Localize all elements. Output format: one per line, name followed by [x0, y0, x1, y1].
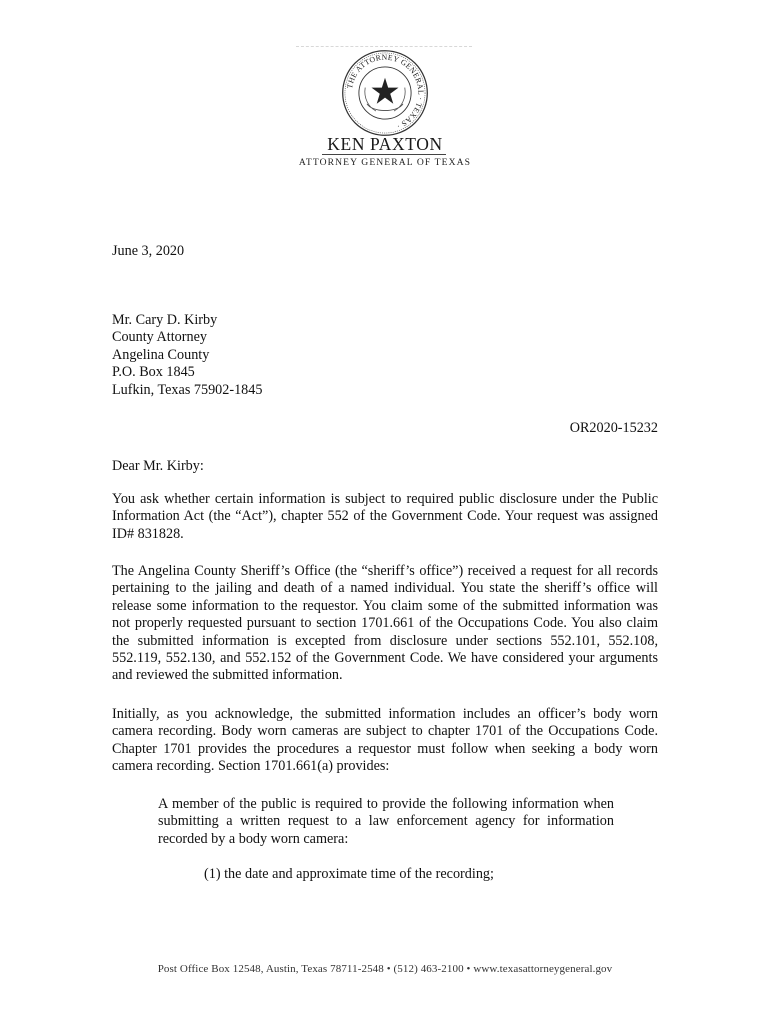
ruling-number: OR2020-15232	[569, 420, 658, 436]
letterhead-footer: Post Office Box 12548, Austin, Texas 78711-2548 • (512) 463-2100 • www.texasattorneygeneral.gov	[157, 963, 613, 975]
paragraph-body-camera: Initially, as you acknowledge, the submitted information includes an officer’s body worn camera recording. Body worn cameras are subject to chapter 1701 of the Occupations Code. Chapter 1701 provides the procedures a requestor must follow when seeking a body worn camera recording. Section 1701.661(a) provides:	[112, 706, 658, 775]
attorney-general-name: KEN PAXTON	[327, 134, 443, 154]
recipient-po-box: P.O. Box 1845	[112, 364, 195, 381]
paragraph-intro: You ask whether certain information is subject to required public disclosure under the Public Information Act (the “Act”), chapter 552 of the Government Code. Your request was assigned ID# 831828.	[112, 491, 658, 542]
paragraph-background: The Angelina County Sheriff’s Office (the “sheriff’s office”) received a request for all records pertaining to the jailing and death of a named individual. You state the sheriff’s office will release some information to the requestor. You claim some of the submitted information was not properly requested pursuant to section 1701.661 of the Occupations Code. You also claim the submitted information is excepted from disclosure under sections 552.101, 552.108, 552.119, 552.130, and 552.152 of the Government Code. We have considered your arguments and reviewed the submitted information.	[112, 563, 658, 684]
recipient-address	[112, 312, 658, 399]
statute-quote: A member of the public is required to provide the following information when submitting a written request to a law enforcement agency for information recorded by a body worn camera:	[158, 796, 614, 847]
recipient-name: Mr. Cary D. Kirby	[112, 312, 218, 328]
salutation: Dear Mr. Kirby:	[112, 458, 204, 474]
header-dashed-line	[296, 46, 472, 47]
svg-text:THE ATTORNEY GENERAL · TEXAS ·: THE ATTORNEY GENERAL · TEXAS ·	[345, 52, 426, 132]
name-underline	[322, 154, 446, 155]
recipient-title: County Attorney	[112, 329, 207, 346]
seal-icon	[340, 48, 430, 138]
recipient-organization: Angelina County	[112, 346, 210, 363]
letter-date: June 3, 2020	[112, 243, 185, 259]
office-title: ATTORNEY GENERAL OF TEXAS	[298, 157, 472, 168]
recipient-city: Lufkin, Texas 75902-1845	[112, 381, 263, 398]
attorney-general-seal	[340, 48, 430, 138]
statute-quote-item: (1) the date and approximate time of the recording;	[204, 866, 494, 882]
